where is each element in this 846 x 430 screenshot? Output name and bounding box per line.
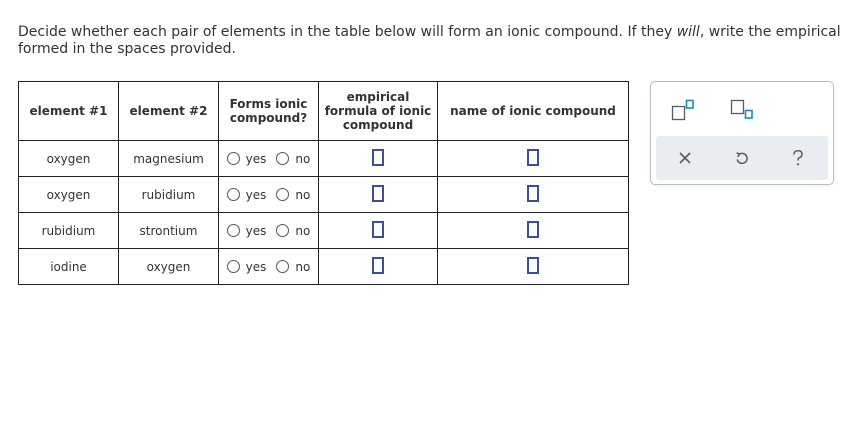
no-radio[interactable]: no <box>276 224 310 238</box>
forms-ionic-cell <box>219 141 319 177</box>
name-cell <box>438 213 629 249</box>
formula-input[interactable] <box>372 257 384 274</box>
clear-icon[interactable] <box>673 146 697 170</box>
header-element-2: element #2 <box>119 82 219 141</box>
answer-tool-palette <box>650 81 834 185</box>
yes-radio[interactable]: yes <box>227 260 267 274</box>
radio-circle-icon[interactable] <box>227 260 240 273</box>
row-element-2: rubidium <box>119 177 219 213</box>
formula-cell <box>319 141 438 177</box>
formula-input[interactable] <box>372 185 384 202</box>
formula-cell <box>319 177 438 213</box>
header-element-1: element #1 <box>19 82 119 141</box>
yes-radio[interactable]: yes <box>227 152 267 166</box>
compound-name-input[interactable] <box>527 149 539 166</box>
no-radio[interactable]: no <box>276 260 310 274</box>
radio-circle-icon[interactable] <box>276 224 289 237</box>
compound-name-input[interactable] <box>527 221 539 238</box>
instructions-line-2: formed in the spaces provided. <box>18 41 236 57</box>
row-element-2: magnesium <box>119 141 219 177</box>
compound-name-input[interactable] <box>527 185 539 202</box>
yes-radio[interactable]: yes <box>227 224 267 238</box>
formula-cell <box>319 213 438 249</box>
row-element-1: oxygen <box>19 177 119 213</box>
name-cell <box>438 141 629 177</box>
row-element-2: oxygen <box>119 249 219 285</box>
header-forms-ionic: Forms ionic compound? <box>219 82 319 141</box>
forms-ionic-radio-group <box>219 224 318 238</box>
table-row <box>19 177 629 213</box>
instructions-emphasis: will <box>676 24 700 40</box>
compound-name-input[interactable] <box>527 257 539 274</box>
forms-ionic-radio-group <box>219 188 318 202</box>
name-cell <box>438 249 629 285</box>
forms-ionic-cell <box>219 177 319 213</box>
forms-ionic-radio-group <box>219 260 318 274</box>
forms-ionic-cell <box>219 213 319 249</box>
superscript-icon[interactable] <box>671 99 695 125</box>
name-cell <box>438 177 629 213</box>
help-icon[interactable] <box>786 146 810 170</box>
radio-circle-icon[interactable] <box>227 152 240 165</box>
table-row <box>19 141 629 177</box>
row-element-1: oxygen <box>19 141 119 177</box>
table-row <box>19 249 629 285</box>
forms-ionic-cell <box>219 249 319 285</box>
radio-circle-icon[interactable] <box>227 188 240 201</box>
radio-circle-icon[interactable] <box>227 224 240 237</box>
forms-ionic-radio-group <box>219 152 318 166</box>
row-element-1: iodine <box>19 249 119 285</box>
palette-actions <box>656 136 828 180</box>
radio-circle-icon[interactable] <box>276 188 289 201</box>
header-empirical-formula: empirical formula of ionic compound <box>319 82 438 141</box>
header-compound-name: name of ionic compound <box>438 82 629 141</box>
radio-circle-icon[interactable] <box>276 260 289 273</box>
formula-input[interactable] <box>372 149 384 166</box>
subscript-icon[interactable] <box>730 99 754 125</box>
no-radio[interactable]: no <box>276 152 310 166</box>
instructions <box>18 24 846 58</box>
undo-icon[interactable] <box>730 146 754 170</box>
table-header-row <box>19 82 629 141</box>
ionic-compound-table <box>18 81 629 285</box>
table-row <box>19 213 629 249</box>
instructions-line-1: Decide whether each pair of elements in the table below will form an ionic compound. If they will, write the empirical <box>18 24 841 40</box>
row-element-2: strontium <box>119 213 219 249</box>
radio-circle-icon[interactable] <box>276 152 289 165</box>
formula-cell <box>319 249 438 285</box>
no-radio[interactable]: no <box>276 188 310 202</box>
yes-radio[interactable]: yes <box>227 188 267 202</box>
formula-input[interactable] <box>372 221 384 238</box>
row-element-1: rubidium <box>19 213 119 249</box>
